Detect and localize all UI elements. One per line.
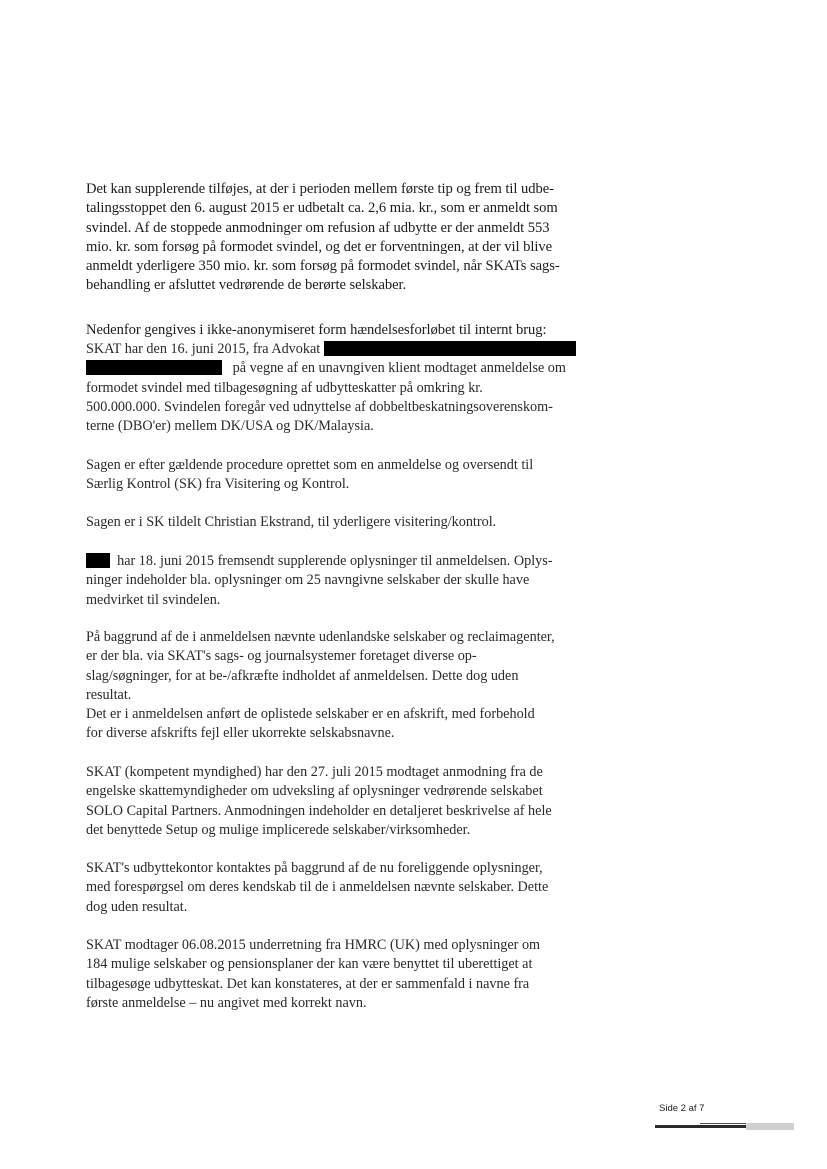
uk-request-paragraph <box>86 763 622 840</box>
text-line: SKAT modtager 06.08.2015 underretning fra HMRC (UK) med oplysninger om <box>86 937 541 953</box>
text-line: slag/søgninger, for at be-/afkræfte indholdet af anmeldelsen. Dette dog uden <box>86 667 519 684</box>
text-line: SOLO Capital Partners. Anmodningen indeholder en detaljeret beskrivelse af hele <box>86 802 552 819</box>
redaction-box <box>86 553 110 568</box>
paragraph-intro <box>86 180 622 296</box>
supplement-paragraph <box>86 552 622 610</box>
text-line: resultat. <box>86 686 132 703</box>
text-line: behandling er afsluttet vedrørende de berørte selskaber. <box>86 277 407 294</box>
intro-heading-block <box>86 321 622 340</box>
intro-heading: Nedenfor gengives i ikke-anonymiseret form hændelsesforløbet til internt brug: <box>86 322 547 338</box>
text-line: svindel. Af de stoppede anmodninger om refusion af udbytte er der anmeldt 553 <box>86 219 550 236</box>
footer-rule <box>655 1125 746 1128</box>
text-line: Sagen er efter gældende procedure oprettet som en anmeldelse og oversendt til <box>86 457 534 473</box>
basis-paragraph <box>86 628 622 744</box>
text-line: det benyttede Setup og mulige implicerede selskaber/virksomheder. <box>86 821 471 838</box>
footer-rule <box>700 1123 746 1124</box>
text-line: engelske skattemyndigheder om udveksling af oplysninger vedrørende selskabet <box>86 783 543 800</box>
text-line: tilbagesøge udbytteskat. Det kan konstateres, at der er sammenfald i navne fra <box>86 975 530 992</box>
text-line <box>86 552 622 571</box>
text-line: 184 mulige selskaber og pensionsplaner der kan være benyttet til uberettiget at <box>86 956 533 973</box>
text-line <box>86 340 622 359</box>
text-line: med forespørgsel om deres kendskab til de i anmeldelsen nævnte selskaber. Dette <box>86 879 549 896</box>
supplement-line-1: har 18. juni 2015 fremsendt supplerende oplysninger til anmeldelsen. Oplys- <box>117 553 553 569</box>
text-line: anmeldt yderligere 350 mio. kr. som forsøg på formodet svindel, når SKATs sags- <box>86 258 560 275</box>
tip-paragraph <box>86 340 622 436</box>
text-line: for diverse afskrifts fejl eller ukorrekte selskabsnavne. <box>86 725 395 742</box>
assigned-paragraph <box>86 513 622 532</box>
tip-line-2: på vegne af en unavngiven klient modtaget anmeldelse om <box>232 360 566 377</box>
text-line: SKAT's udbyttekontor kontaktes på baggrund af de nu foreliggende oplysninger, <box>86 860 543 876</box>
text-line: terne (DBO'er) mellem DK/USA og DK/Malaysia. <box>86 418 374 435</box>
text-line: formodet svindel med tilbagesøgning af udbytteskatter på omkring kr. <box>86 379 483 396</box>
text-line: talingsstoppet den 6. august 2015 er udbetalt ca. 2,6 mia. kr., som er anmeldt som <box>86 200 558 217</box>
text-line: Sagen er i SK tildelt Christian Ekstrand, til yderligere visitering/kontrol. <box>86 514 497 530</box>
redaction-box <box>324 341 576 356</box>
dividend-office-paragraph <box>86 859 622 917</box>
text-line: Det er i anmeldelsen anført de oplistede selskaber er en afskrift, med forbehold <box>86 706 535 723</box>
procedure-paragraph <box>86 456 622 495</box>
text-line: ninger indeholder bla. oplysninger om 25 navngivne selskaber der skulle have <box>86 572 530 589</box>
text-line <box>86 359 622 378</box>
text-line: mio. kr. som forsøg på formodet svindel, og det er forventningen, at der vil blive <box>86 238 553 255</box>
text-line: første anmeldelse – nu angivet med korrekt navn. <box>86 994 367 1011</box>
hmrc-paragraph <box>86 936 622 1013</box>
text-line: 500.000.000. Svindelen foregår ved udnyttelse af dobbeltbeskatningsoverenskom- <box>86 398 553 415</box>
text-line: Særlig Kontrol (SK) fra Visitering og Kontrol. <box>86 476 350 493</box>
text-line: Det kan supplerende tilføjes, at der i perioden mellem første tip og frem til udbe- <box>86 181 554 197</box>
tip-line-1: SKAT har den 16. juni 2015, fra Advokat <box>86 341 321 357</box>
text-line: er der bla. via SKAT's sags- og journalsystemer foretaget diverse op- <box>86 648 477 665</box>
footer-rule <box>746 1123 794 1130</box>
page-number: Side 2 af 7 <box>659 1103 705 1114</box>
redaction-box <box>86 360 222 375</box>
text-line: dog uden resultat. <box>86 898 188 915</box>
text-line: På baggrund af de i anmeldelsen nævnte udenlandske selskaber og reclaimagenter, <box>86 629 555 645</box>
text-line: SKAT (kompetent myndighed) har den 27. juli 2015 modtaget anmodning fra de <box>86 764 543 780</box>
text-line: medvirket til svindelen. <box>86 591 221 608</box>
